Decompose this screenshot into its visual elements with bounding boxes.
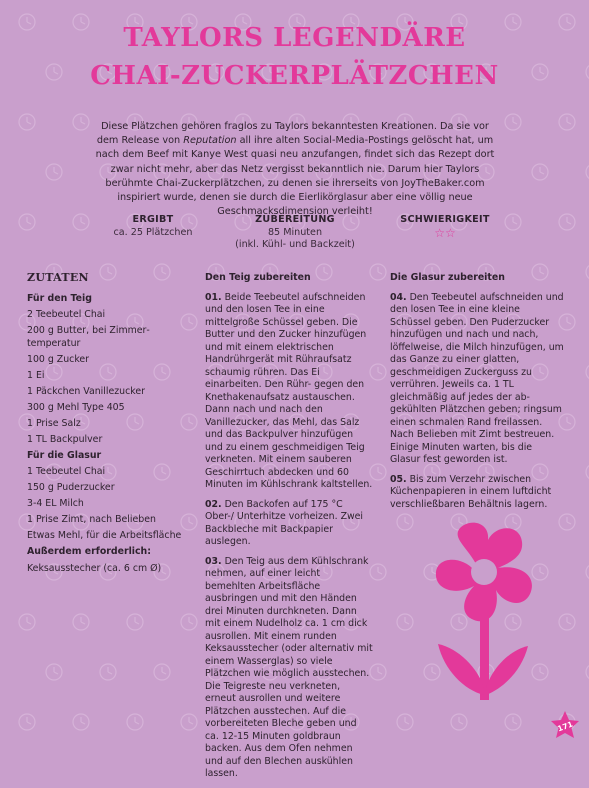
clock-icon bbox=[532, 164, 548, 180]
clock-icon bbox=[127, 614, 143, 630]
extra-equipment-list bbox=[27, 563, 187, 576]
clock-icon bbox=[46, 664, 62, 680]
recipe-title-line2: CHAI-ZUCKERPLÄTZCHEN bbox=[90, 61, 499, 91]
yield-info bbox=[93, 214, 213, 239]
clock-icon bbox=[559, 614, 575, 630]
difficulty-info bbox=[385, 214, 505, 239]
prep-label: ZUBEREITUNG bbox=[255, 214, 335, 225]
extra-equipment-heading: Außerdem erforderlich: bbox=[27, 546, 151, 557]
step-text: Bis zum Verzehr zwischen Küchenpapieren in einem luftdicht verschließbaren Behältnis lagern. bbox=[390, 473, 552, 510]
clock-icon bbox=[100, 664, 116, 680]
clock-icon bbox=[181, 714, 197, 730]
dough-ingredients-list bbox=[27, 309, 187, 446]
recipe-title-line1: TAYLORS LEGENDÄRE bbox=[123, 23, 466, 53]
clock-icon bbox=[154, 664, 170, 680]
glaze-ingredients-list bbox=[27, 466, 187, 543]
glaze-ingredients-heading: Für die Glasur bbox=[27, 449, 102, 461]
difficulty-stars-icon: ☆☆ bbox=[434, 225, 456, 240]
step-number: 04. bbox=[390, 291, 407, 303]
ingredient-item: Etwas Mehl, für die Arbeitsfläche bbox=[27, 530, 182, 541]
ingredient-item: 2 Teebeutel Chai bbox=[27, 309, 106, 320]
clock-icon bbox=[505, 214, 521, 230]
glaze-instructions-column bbox=[390, 272, 564, 518]
clock-icon bbox=[127, 714, 143, 730]
yield-label: ERGIBT bbox=[132, 214, 174, 225]
step-text: Den Teebeutel aufschneiden und den losen Tee in eine kleine Schüssel geben. Den Puderzucker hinzufügen und nach und nach, löffelweise, die Milch hinzufügen, um das Ganze zu einer glatten, geschmeidigen Zuckerguss zu verrühren. Jeweils ca. 1 TL gleichmäßig auf jedes der abgekühlten Plätzchen geben; ringsum einen schmalen Rand freilassen. Nach Belieben mit Zimt bestreuen. Einige Minuten warten, bis die Glasur fest geworden ist. bbox=[390, 291, 564, 465]
clock-icon bbox=[505, 714, 521, 730]
difficulty-label: SCHWIERIGKEIT bbox=[400, 214, 490, 225]
clock-icon bbox=[73, 614, 89, 630]
dough-steps-heading: Den Teig zubereiten bbox=[205, 272, 311, 283]
ingredient-item: 200 g Butter, bei Zimmertemperatur bbox=[27, 325, 150, 349]
prep-value-note: (inkl. Kühl- und Backzeit) bbox=[235, 239, 355, 250]
ingredient-item: 1 Prise Zimt, nach Belieben bbox=[27, 514, 156, 525]
ingredients-heading: ZUTATEN bbox=[27, 271, 89, 284]
ingredient-item: 3-4 EL Milch bbox=[27, 498, 84, 509]
page-number-star-icon bbox=[550, 710, 580, 740]
step-number: 05. bbox=[390, 473, 407, 485]
instruction-step bbox=[390, 292, 564, 467]
intro-paragraph bbox=[90, 120, 500, 219]
glaze-steps-list bbox=[390, 292, 564, 512]
dough-steps-list bbox=[205, 292, 373, 781]
prep-value: 85 Minuten bbox=[267, 226, 323, 238]
clock-icon bbox=[559, 114, 575, 130]
instruction-step bbox=[205, 499, 373, 549]
ingredient-item: 1 Teebeutel Chai bbox=[27, 466, 106, 477]
clock-icon bbox=[73, 214, 89, 230]
clock-icon bbox=[73, 714, 89, 730]
intro-text-part2: all ihre alten Social-Media-Postings gelöscht hat, um nach dem Beef mit Kanye West quasi neu anzufangen, findet sich das Rezept dort zwar nicht mehr, aber das Netz vergisst bekanntlich nie. Darum hier Taylors berühmte Chai-Zuckerplätzchen, zu denen sie ihrerseits von JoyTheBaker.com inspiriert wurde, denen sie durch die Eierlikörglasur aber eine völlig neue Geschmacksdimension verleiht! bbox=[95, 135, 495, 218]
ingredients-column bbox=[27, 272, 187, 579]
dough-ingredients-heading: Für den Teig bbox=[27, 292, 92, 304]
step-number: 03. bbox=[205, 555, 222, 567]
clock-icon bbox=[181, 614, 197, 630]
clock-icon bbox=[19, 614, 35, 630]
step-text: Den Backofen auf 175 °C Ober-/ Unterhitze vorheizen. Zwei Backbleche mit Backpapier auslegen. bbox=[205, 498, 364, 547]
clock-icon bbox=[505, 114, 521, 130]
instruction-step bbox=[390, 474, 564, 512]
dough-instructions-column bbox=[205, 272, 373, 788]
clock-icon bbox=[46, 164, 62, 180]
step-number: 01. bbox=[205, 291, 222, 303]
ingredient-item: 100 g Zucker bbox=[27, 353, 90, 365]
page-number: 171 bbox=[556, 719, 575, 734]
ingredient-item: 1 Ei bbox=[27, 369, 45, 381]
clock-icon bbox=[397, 614, 413, 630]
clock-icon bbox=[559, 214, 575, 230]
ingredient-item: 300 g Mehl Type 405 bbox=[27, 401, 125, 413]
intro-album-name: Reputation bbox=[183, 135, 237, 147]
flower-icon bbox=[430, 520, 540, 700]
glaze-steps-heading: Die Glasur zubereiten bbox=[390, 272, 505, 283]
ingredient-item: 1 Päckchen Vanillezucker bbox=[27, 385, 145, 397]
step-text: Beide Teebeutel aufschneiden und den losen Tee in eine mittelgroße Schüssel geben. Die Butter und den Zucker hinzufügen und mit einem elektrischen Handrührgerät mit Rühraufsatz schaumig rühren. Das Ei einarbeiten. Den Rühr- gegen den Knethakenaufsatz austauschen. Dann nach und nach den Vanillezucker, das Mehl, das Salz und das Backpulver hinzufügen und zu einem geschmeidigen Teig verkneten. Mit einem sauberen Geschirrtuch abdecken und 60 Minuten im Kühlschrank kaltstellen. bbox=[205, 291, 373, 490]
ingredient-item: 1 TL Backpulver bbox=[27, 433, 103, 445]
instruction-step bbox=[205, 556, 373, 781]
clock-icon bbox=[19, 214, 35, 230]
clock-icon bbox=[19, 714, 35, 730]
step-number: 02. bbox=[205, 498, 222, 510]
clock-icon bbox=[73, 114, 89, 130]
ingredient-item: 1 Prise Salz bbox=[27, 417, 81, 429]
ingredient-item: 150 g Puderzucker bbox=[27, 482, 115, 493]
ingredient-item: Keksausstecher (ca. 6 cm Ø) bbox=[27, 562, 162, 574]
prep-time-info bbox=[215, 214, 375, 252]
instruction-step bbox=[205, 292, 373, 492]
clock-icon bbox=[19, 114, 35, 130]
clock-icon bbox=[451, 714, 467, 730]
clock-icon bbox=[397, 714, 413, 730]
intro-text-part1: Diese Plätzchen gehören fraglos zu Taylors bekanntesten Kreationen. Da sie vor dem Release von bbox=[96, 121, 489, 147]
step-text: Den Teig aus dem Kühlschrank nehmen, auf einer leicht bemehlten Arbeitsfläche ausbringen und mit den Händen drei Minuten durchkneten. Dann mit einem Nudelholz ca. 1 cm dick ausrollen. Mit einem runden Keksausstecher (oder alternativ mit einem Wasserglas) so viele Plätzchen wie möglich ausstechen. Die Teigreste neu verkneten, erneut ausrollen und weitere Plätzchen ausstechen. Auf die vorbereiteten Bleche geben und ca. 12-15 Minuten goldbraun backen. Aus dem Ofen nehmen und auf den Blechen auskühlen lassen. bbox=[205, 555, 373, 779]
yield-value: ca. 25 Plätzchen bbox=[113, 226, 193, 238]
